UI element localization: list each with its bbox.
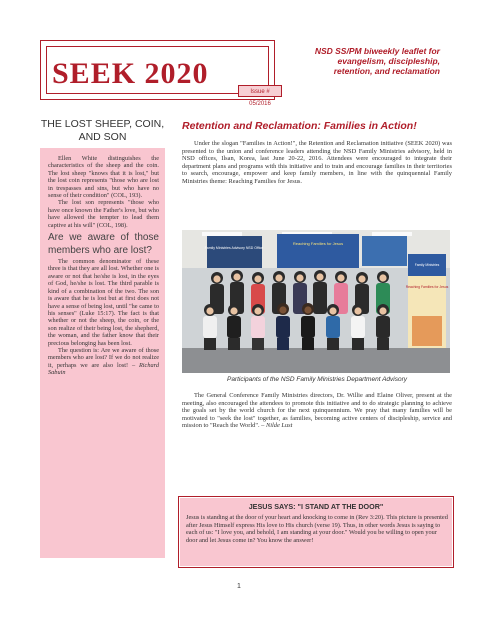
sidebar-title: THE LOST SHEEP, COIN, AND SON	[40, 118, 165, 143]
sidebar-signature: Richard Sabuin	[48, 361, 159, 377]
masthead-title: SEEK 2020	[52, 57, 209, 90]
article-paragraph: Under the slogan "Families in Action!", the Retention and Reclamation initiative (SEEK 2020) was presented to the union and conference leaders attending the NSD Family Ministries advisory, held in NSD offices, Ilsan, Korea, last June 20-22, 2016. Attendees were encouraged to integrate their department plans and programs with this initiative and to train and encourage families in their territories to search, encourage, empower and keep family members, in line with the quinquennial Family Ministries theme: Reaching Families for Jesus.	[182, 140, 452, 185]
article-text: The General Conference Family Ministries directors, Dr. Willie and Elaine Oliver, present at the meeting, also encouraged the attendees to promote this initiative and to do strategic planning to achieve the goals set by the world church for the next quinquennium. We pray that many families will be motivated to "seek the lost" together, as families, becoming active centers of discipleship, service and mission to "Reach the World". –	[182, 392, 452, 430]
banner-left-text: Family Ministries Advisory NSD Office	[204, 246, 264, 250]
sidebar-paragraph: Ellen White distinguishes the characteristics of the sheep and the coin. The lost sheep "knows that it is lost," but the lost coin represents "those who are lost in trespasses and sins, but who have no sense of their condition" (COL, 193).	[48, 155, 159, 200]
sidebar-paragraph	[48, 347, 159, 377]
sidebar-question: The question is: Are we aware of those members who are lost? If we do not realize it, perhaps we are also lost! –	[48, 346, 159, 369]
jesus-box-title: JESUS SAYS: "I STAND AT THE DOOR"	[248, 502, 384, 511]
article-title: Retention and Reclamation: Families in Action!	[182, 120, 417, 132]
banner-center-text: Reaching Families for Jesus	[292, 241, 344, 246]
standee-title-text: Reaching Families for Jesus	[405, 285, 449, 289]
article-signature: Nilde Lust	[265, 422, 293, 430]
jesus-box-text: Jesus is standing at the door of your heart and knocking to come in (Rev 3:20). This picture is presented after Jesus Himself express His love to His church (verse 19). Thus, in other words Jesus is saying to each of us: "I love you, and behold, I am standing at your door." Would you be willing to open your door and let Jesus come in? You know the answer!	[186, 514, 448, 544]
group-photo	[182, 230, 450, 373]
photo-caption: Participants of the NSD Family Ministries Department Advisory	[226, 376, 407, 383]
sidebar-highlight: Are we aware of those members who are lost?	[48, 232, 159, 257]
page-number: 1	[237, 583, 241, 590]
issue-label: Issue # 05/2016	[238, 85, 282, 97]
sidebar-paragraph: The common denominator of these three is that they are all lost. Whether one is aware or not that he/she is lost, in the eyes of God, he/she is lost. The third parable is kind of a combination of the two. The son is aware that he is lost but at first does not have a sense of being lost, until "he came to his senses" (Luke 15:17). The fact is that whether or not the sheep, the coin, or the son realize of their being lost, the shepherd, the woman, and the father know that their precious belonging has been lost.	[48, 258, 159, 347]
sidebar-panel	[40, 148, 165, 558]
sidebar-paragraph: The lost son represents "those who have once known the Father's love, but who have allowed the tempter to lead them captive at his will" (COL, 198).	[48, 199, 159, 229]
tagline: NSD SS/PM biweekly leaflet for evangelism, discipleship, retention, and reclamation	[314, 46, 440, 76]
article-paragraph	[182, 392, 452, 430]
standee-top-text: Family Ministries	[414, 263, 440, 267]
